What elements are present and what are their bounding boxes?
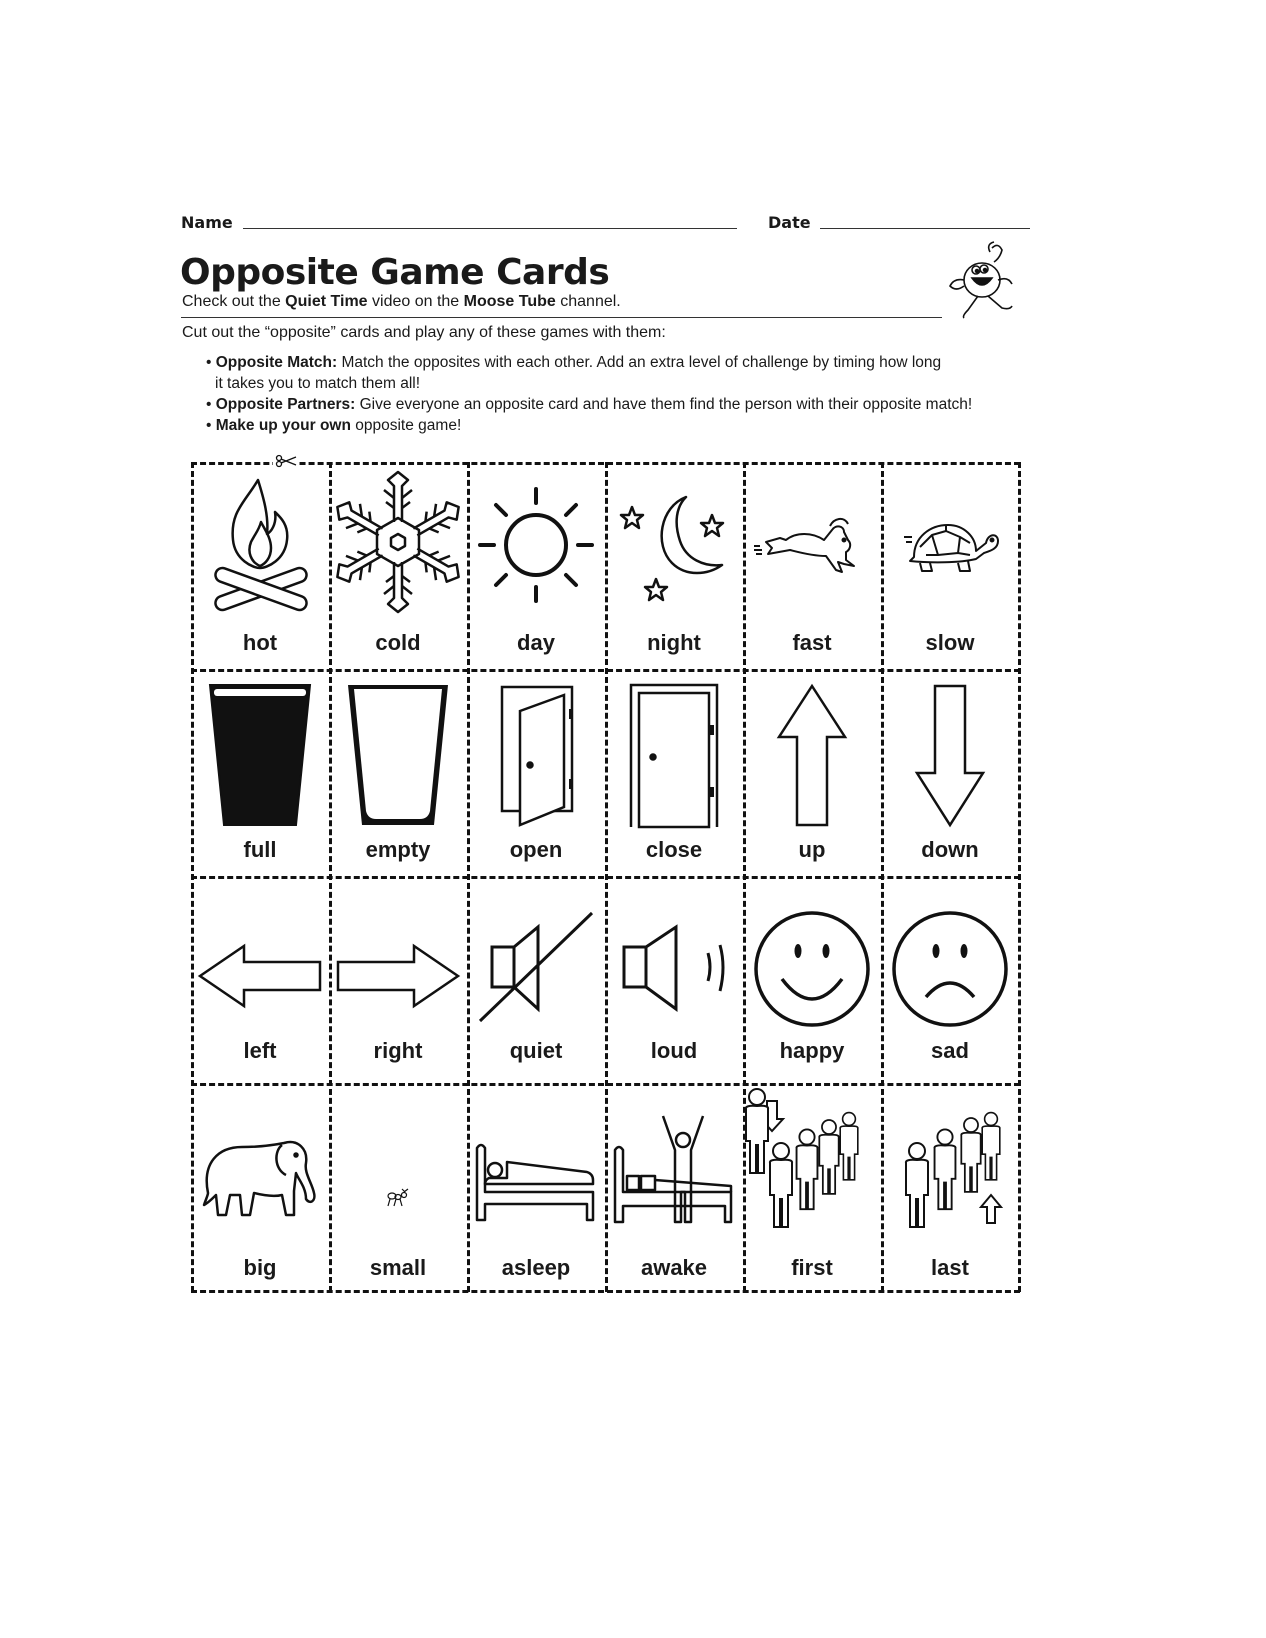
card-first[interactable]	[743, 1083, 881, 1290]
card-big[interactable]	[191, 1083, 329, 1290]
card-label: empty	[365, 837, 431, 862]
full-glass-icon	[191, 683, 329, 828]
smiley-face-icon	[743, 906, 881, 1031]
card-loud[interactable]	[605, 876, 743, 1083]
card-slow[interactable]	[881, 462, 1019, 669]
instructions-list	[206, 352, 1046, 436]
card-cold[interactable]	[329, 462, 467, 669]
card-label: fast	[792, 630, 832, 655]
card-label: big	[243, 1255, 277, 1280]
card-hot[interactable]	[191, 462, 329, 669]
moon-stars-icon	[605, 480, 743, 610]
card-sad[interactable]	[881, 876, 1019, 1083]
page-title: Opposite Game Cards	[180, 252, 610, 293]
card-label: loud	[650, 1038, 698, 1063]
bullet-item-continued: it takes you to match them all!	[215, 375, 421, 392]
card-day[interactable]	[467, 462, 605, 669]
person-in-bed-icon	[467, 1127, 605, 1237]
cartoon-mascot-icon	[942, 240, 1027, 320]
speaker-sound-icon	[605, 906, 743, 1031]
sun-icon	[467, 480, 605, 610]
card-quiet[interactable]	[467, 876, 605, 1083]
card-label: left	[243, 1038, 277, 1063]
card-small[interactable]	[329, 1083, 467, 1290]
card-label: open	[509, 837, 563, 862]
bullet-item: • Opposite Match: Match the opposites with each other. Add an extra level of challenge by timing how long	[206, 354, 942, 371]
name-field[interactable]	[243, 228, 737, 229]
turtle-icon	[881, 502, 1019, 592]
card-close[interactable]	[605, 669, 743, 876]
card-label: down	[921, 837, 979, 862]
card-label: happy	[779, 1038, 845, 1063]
bullet-item: • Make up your own opposite game!	[206, 417, 462, 434]
card-label: cold	[375, 630, 421, 655]
down-arrow-icon	[881, 683, 1019, 828]
card-label: slow	[925, 630, 975, 655]
ant-icon	[329, 1183, 467, 1213]
card-down[interactable]	[881, 669, 1019, 876]
card-awake[interactable]	[605, 1083, 743, 1290]
date-label: Date	[768, 213, 811, 232]
sad-face-icon	[881, 906, 1019, 1031]
card-grid	[191, 462, 1020, 1292]
card-label: first	[791, 1255, 833, 1280]
header-divider	[181, 317, 1019, 318]
card-label: close	[645, 837, 703, 862]
instructions-intro: Cut out the “opposite” cards and play any of these games with them:	[182, 324, 666, 341]
muted-speaker-icon	[467, 906, 605, 1031]
left-arrow-icon	[191, 916, 329, 1036]
card-night[interactable]	[605, 462, 743, 669]
card-label: sad	[931, 1038, 969, 1063]
closed-door-icon	[605, 683, 743, 828]
card-right[interactable]	[329, 876, 467, 1083]
line-first-icon	[743, 1097, 881, 1247]
bullet-item: • Opposite Partners: Give everyone an opposite card and have them find the person with their opposite match!	[206, 396, 973, 413]
snowflake-icon	[329, 472, 467, 612]
line-last-icon	[881, 1097, 1019, 1247]
up-arrow-icon	[743, 683, 881, 828]
card-label: asleep	[501, 1255, 571, 1280]
person-waking-icon	[605, 1101, 743, 1237]
campfire-icon	[191, 472, 329, 612]
card-asleep[interactable]	[467, 1083, 605, 1290]
open-door-icon	[467, 683, 605, 828]
name-label: Name	[181, 213, 233, 232]
card-label: right	[373, 1038, 423, 1063]
card-label: full	[243, 837, 277, 862]
card-label: up	[798, 837, 826, 862]
page-subtitle: Check out the Quiet Time video on the Moose Tube channel.	[182, 293, 621, 310]
right-arrow-icon	[329, 916, 467, 1036]
card-label: small	[369, 1255, 427, 1280]
date-field[interactable]	[820, 228, 1030, 229]
elephant-icon	[191, 1123, 329, 1233]
rabbit-icon	[743, 502, 881, 592]
empty-glass-icon	[329, 683, 467, 828]
card-full[interactable]	[191, 669, 329, 876]
card-label: awake	[640, 1255, 708, 1280]
card-label: day	[517, 630, 555, 655]
card-last[interactable]	[881, 1083, 1019, 1290]
card-open[interactable]	[467, 669, 605, 876]
card-fast[interactable]	[743, 462, 881, 669]
card-label: hot	[242, 630, 278, 655]
card-up[interactable]	[743, 669, 881, 876]
card-left[interactable]	[191, 876, 329, 1083]
card-label: quiet	[509, 1038, 563, 1063]
card-happy[interactable]	[743, 876, 881, 1083]
card-label: last	[931, 1255, 969, 1280]
card-label: night	[647, 630, 701, 655]
card-empty[interactable]	[329, 669, 467, 876]
